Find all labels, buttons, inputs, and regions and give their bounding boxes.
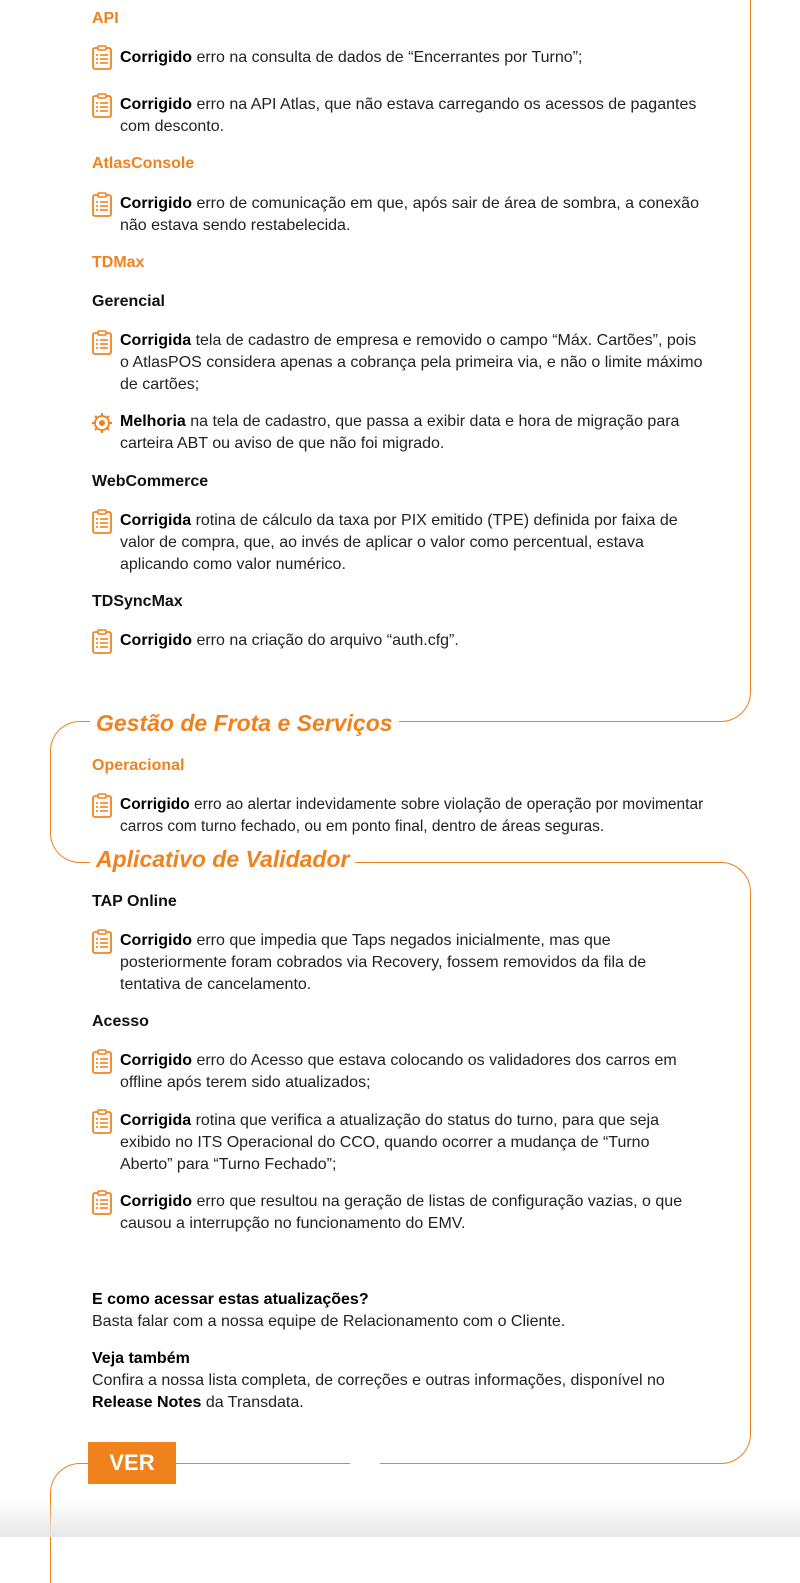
- heading-tap-online: TAP Online: [92, 893, 177, 910]
- clipboard-list-icon: [91, 929, 113, 955]
- api-item-2: Corrigido erro na API Atlas, que não estava carregando os acessos de pagantes com desconto.: [120, 96, 697, 135]
- heading-webcommerce: WebCommerce: [92, 473, 209, 490]
- frame-gestao: [50, 721, 390, 863]
- acesso-item-2: Corrigida rotina que verifica a atualização do status do turno, para que seja exibido no ITS Operacional do CCO, quando ocorrer a mudança de “Turno Aberto” para “Turno Fechado”;: [120, 1112, 659, 1173]
- clipboard-list-icon: [91, 192, 113, 218]
- clipboard-list-icon: [91, 330, 113, 356]
- section-title-validador: Aplicativo de Validador: [90, 846, 355, 873]
- footer-see-also: Veja também: [92, 1350, 190, 1367]
- clipboard-list-icon: [91, 45, 113, 71]
- clipboard-list-icon: [91, 629, 113, 655]
- acesso-item-3: Corrigido erro que resultou na geração de listas de configuração vazias, o que causou a interrupção no funcionamento do EMV.: [120, 1193, 683, 1232]
- gerencial-item-2: Melhoria na tela de cadastro, que passa a exibir data e hora de migração para carteira ABT ou aviso de que não foi migrado.: [120, 413, 680, 452]
- gear-target-icon: [91, 410, 113, 436]
- acesso-item-1: Corrigido erro do Acesso que estava colocando os validadores dos carros em offline após terem sido atualizados;: [120, 1052, 677, 1091]
- footer-question: E como acessar estas atualizações?: [92, 1291, 369, 1308]
- section-title-gestao: Gestão de Frota e Serviços: [90, 710, 399, 737]
- api-item-1: Corrigido erro na consulta de dados de “Encerrantes por Turno”;: [120, 49, 583, 66]
- footer-answer: Basta falar com a nossa equipe de Relacionamento com o Cliente.: [92, 1313, 566, 1330]
- tap-online-item-1: Corrigido erro que impedia que Taps negados inicialmente, mas que posteriormente foram cobrados via Recovery, fossem removidos da fila de tentativa de cancelamento.: [120, 932, 647, 993]
- gerencial-item-1: Corrigida tela de cadastro de empresa e removido o campo “Máx. Cartões”, pois o AtlasPOS considera apenas a cobrança pela primeira via, e não o limite máximo de cartões;: [120, 332, 703, 393]
- heading-api: API: [92, 10, 119, 27]
- bottom-fade: [0, 1500, 800, 1537]
- heading-acesso: Acesso: [92, 1013, 149, 1030]
- footer-see-also-text: Confira a nossa lista completa, de correções e outras informações, disponível no Release Notes da Transdata.: [92, 1372, 665, 1411]
- atlasconsole-item-1: Corrigido erro de comunicação em que, após sair de área de sombra, a conexão não estava sendo restabelecida.: [120, 195, 699, 234]
- clipboard-list-icon: [91, 93, 113, 119]
- heading-tdsyncmax: TDSyncMax: [92, 593, 183, 610]
- heading-tdmax: TDMax: [92, 254, 145, 271]
- ver-button[interactable]: VER: [88, 1442, 176, 1484]
- operacional-item-1: Corrigido erro ao alertar indevidamente sobre violação de operação por movimentar carros com turno fechado, ou em ponto final, dentro de áreas seguras.: [120, 796, 704, 835]
- heading-gerencial: Gerencial: [92, 293, 165, 310]
- clipboard-list-icon: [91, 1190, 113, 1216]
- tdsyncmax-item-1: Corrigido erro na criação do arquivo “auth.cfg”.: [120, 632, 459, 649]
- clipboard-list-icon: [91, 1049, 113, 1075]
- webcommerce-item-1: Corrigida rotina de cálculo da taxa por PIX emitido (TPE) definida por faixa de valor de compra, que, ao invés de aplicar o valor como percentual, estava aplicando como valor numérico.: [120, 512, 678, 573]
- release-notes-link[interactable]: Release Notes: [92, 1394, 202, 1411]
- heading-atlasconsole: AtlasConsole: [92, 155, 195, 172]
- clipboard-list-icon: [91, 1109, 113, 1135]
- clipboard-list-icon: [91, 793, 113, 819]
- heading-operacional: Operacional: [92, 757, 185, 774]
- clipboard-list-icon: [91, 509, 113, 535]
